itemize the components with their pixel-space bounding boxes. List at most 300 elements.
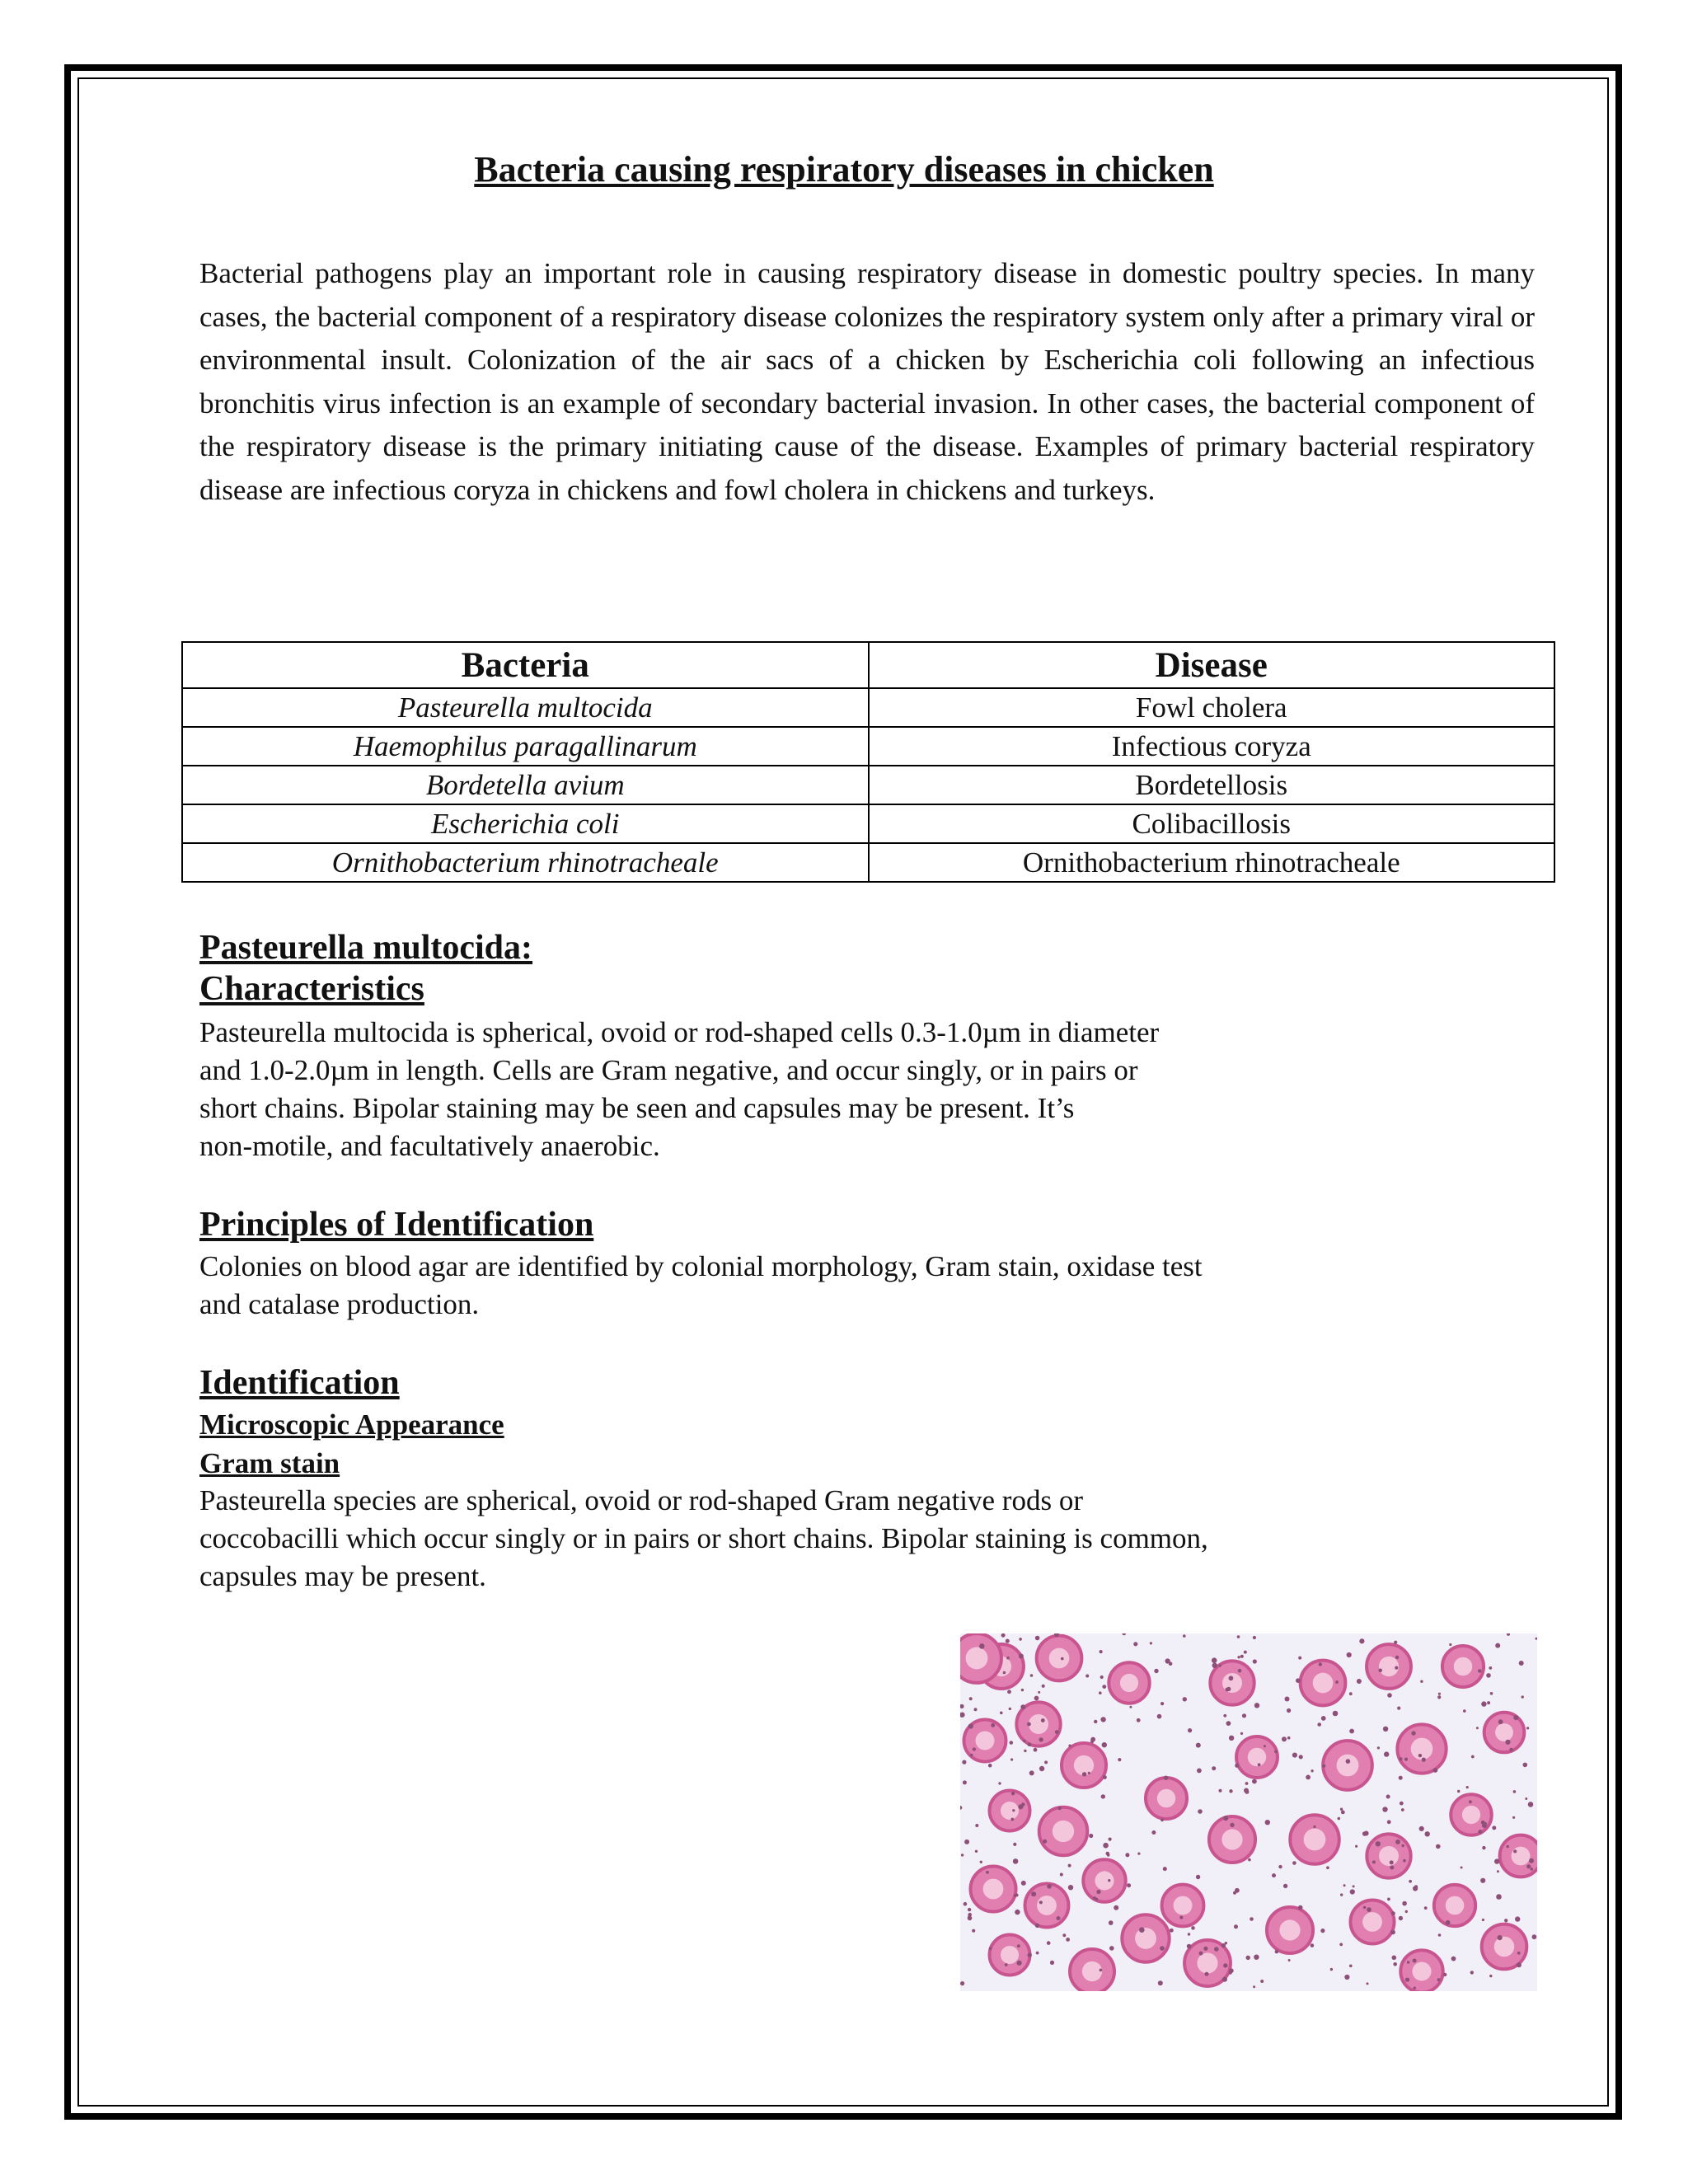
red-blood-cell <box>1146 1778 1187 1819</box>
section-heading-pasteurella: Pasteurella multocida: <box>199 929 533 967</box>
bacterium <box>1292 1753 1297 1758</box>
bacterium <box>1340 1893 1343 1896</box>
red-blood-cell <box>1290 1815 1339 1863</box>
bacterium <box>1292 1861 1296 1865</box>
bacterium <box>968 1916 973 1921</box>
intro-paragraph: Bacterial pathogens play an important role in causing respiratory disease in domestic poultry species. In many cases, the bacterial component of a respiratory disease colonizes the respiratory system only after a primary viral or environmental insult. Colonization of the air sacs of a chicken by Escherichia coli following an infectious bronchitis virus infection is an example of secondary bacterial invasion. In other cases, the bacterial component of the respiratory disease is the primary initiating cause of the disease. Examples of primary bacterial respiratory disease are infectious coryza in chickens and fowl cholera in chickens and turkeys. <box>199 257 1535 506</box>
bacterium <box>970 1754 973 1757</box>
principles-heading: Principles of Identification <box>199 1206 594 1244</box>
bacterium <box>1395 1840 1400 1844</box>
bacterium <box>1513 1790 1517 1793</box>
bacterium <box>1034 1748 1038 1752</box>
bacterium <box>1018 1804 1023 1809</box>
bacterium <box>1028 1953 1032 1957</box>
bacterium <box>1265 1820 1270 1825</box>
red-blood-cell <box>990 1935 1030 1975</box>
bacterium <box>1528 1802 1534 1807</box>
bacterium <box>1043 1840 1047 1844</box>
bacterium <box>1384 1751 1389 1756</box>
bacterium <box>1347 1652 1352 1657</box>
bacterium <box>1436 1844 1441 1849</box>
bacterium <box>1240 1655 1244 1658</box>
bacterium <box>1446 1920 1451 1925</box>
bacterium <box>1028 1743 1032 1747</box>
bacterium <box>1150 1642 1152 1644</box>
bacteria-cell: Escherichia coli <box>182 804 869 843</box>
red-blood-cell <box>1062 1743 1106 1788</box>
red-blood-cell <box>1122 1915 1169 1961</box>
bacterium <box>1258 1763 1261 1766</box>
gram-stain-paragraph <box>199 1482 1208 1596</box>
bacterium <box>1044 1760 1048 1764</box>
bacterium <box>975 1824 978 1827</box>
red-blood-cell <box>990 1791 1030 1831</box>
bacterium <box>1496 1894 1502 1900</box>
bacterium <box>960 1981 964 1985</box>
bacterium <box>1471 1755 1475 1759</box>
bacterium <box>1320 1929 1325 1933</box>
bacterium <box>1235 1764 1239 1768</box>
bacterium <box>1237 1635 1240 1638</box>
bacterium <box>1387 1820 1391 1824</box>
bacterium <box>1035 1636 1040 1641</box>
bacterium <box>1400 1802 1404 1806</box>
bacterium <box>1344 1975 1349 1980</box>
bacterium <box>1382 1807 1387 1811</box>
red-blood-cell <box>1109 1662 1149 1703</box>
bacterium <box>1519 1661 1524 1666</box>
bacterium <box>972 1929 975 1933</box>
text-line: short chains. Bipolar staining may be seen and capsules may be present. It’s <box>199 1092 1075 1124</box>
bacterium <box>1489 1666 1492 1670</box>
bacterium <box>1437 1695 1441 1699</box>
bacterium <box>998 1782 1001 1784</box>
bacterium <box>1250 1917 1254 1921</box>
red-blood-cell <box>1210 1661 1254 1704</box>
bacterium <box>1085 1675 1089 1678</box>
bacterium <box>1100 1675 1104 1679</box>
bacterium <box>1392 1956 1397 1961</box>
microscopic-appearance-heading: Microscopic Appearance <box>199 1408 504 1441</box>
bacterium <box>1013 1843 1016 1846</box>
text-line: Pasteurella species are spherical, ovoid or rod-shaped Gram negative rods or <box>199 1484 1083 1516</box>
bacterium <box>1061 1657 1064 1661</box>
bacterium <box>1513 1849 1517 1853</box>
bacterium <box>1137 1853 1140 1855</box>
bacterium <box>988 1764 992 1768</box>
red-blood-cell <box>1400 1950 1442 1991</box>
bacterium <box>1278 1865 1282 1868</box>
bacterium <box>1108 1879 1110 1882</box>
red-blood-cell <box>1434 1885 1475 1926</box>
bacterium <box>1512 1816 1515 1819</box>
bacterium <box>1376 1841 1381 1846</box>
bacterium <box>1457 1790 1460 1793</box>
bacterium <box>980 1861 982 1863</box>
bacterium <box>1003 1671 1006 1675</box>
bacterium <box>1497 1870 1499 1872</box>
micrograph-image <box>960 1633 1537 1991</box>
bacterium <box>1068 1864 1071 1868</box>
bacterium <box>1246 1956 1250 1960</box>
bacterium <box>1030 1674 1034 1677</box>
bacterium <box>1321 1716 1326 1721</box>
intro-section <box>199 252 1535 512</box>
bacterium <box>1029 1770 1034 1775</box>
gram-stain-micrograph <box>960 1633 1537 1991</box>
bacterium <box>1443 1973 1447 1976</box>
bacterium <box>1313 1825 1315 1828</box>
bacterium <box>1055 1730 1059 1734</box>
bacterium <box>1353 1885 1355 1887</box>
red-blood-cell <box>1301 1661 1346 1706</box>
bacterium <box>1401 1808 1404 1811</box>
red-blood-cell <box>1500 1835 1537 1877</box>
bacterium <box>1101 1794 1105 1798</box>
red-blood-cell <box>1162 1885 1204 1927</box>
disease-cell: Colibacillosis <box>869 804 1555 843</box>
bacterium <box>1000 1712 1003 1715</box>
bacterium <box>1393 1962 1397 1966</box>
bacterium <box>1529 1858 1534 1863</box>
bacterium <box>1478 1669 1481 1672</box>
bacterium <box>1199 1952 1203 1956</box>
red-blood-cell <box>960 1633 1001 1683</box>
bacteria-cell: Ornithobacterium rhinotracheale <box>182 843 869 882</box>
bacterium <box>1411 1731 1415 1735</box>
red-blood-cell <box>1350 1900 1394 1943</box>
bacterium <box>1461 1867 1463 1869</box>
bacterium <box>1212 1657 1217 1663</box>
bacterium <box>1420 1680 1423 1683</box>
bacterium <box>1419 1826 1424 1831</box>
bacterium <box>1252 1779 1257 1784</box>
red-blood-cell <box>1367 1644 1411 1689</box>
bacterium <box>1118 1758 1121 1761</box>
bacterium <box>1498 1935 1503 1940</box>
bacterium <box>989 1947 992 1950</box>
bacterium <box>1254 1703 1259 1708</box>
bacterium <box>1399 1776 1403 1780</box>
bacterium <box>1523 1763 1528 1768</box>
bacterium <box>1006 1639 1010 1643</box>
bacterium <box>1326 1866 1329 1869</box>
bacterium <box>1242 1713 1246 1718</box>
bacterium <box>1009 1708 1011 1710</box>
disease-cell: Fowl cholera <box>869 688 1555 727</box>
bacterium <box>1188 1728 1192 1732</box>
bacterium <box>1248 1858 1251 1862</box>
bacterium <box>1088 1772 1090 1774</box>
red-blood-cell <box>1442 1646 1484 1687</box>
text-line: coccobacilli which occur singly or in pairs or short chains. Bipolar staining is common, <box>199 1522 1208 1554</box>
bacterium <box>1481 1701 1486 1706</box>
bacterium <box>1039 1900 1043 1904</box>
header-bacteria: Bacteria <box>182 642 869 688</box>
bacterium <box>979 1643 985 1649</box>
bacterium <box>1513 1715 1518 1720</box>
bacterium <box>1102 1742 1107 1747</box>
bacterium <box>1409 1880 1412 1883</box>
bacterium <box>1390 1866 1394 1870</box>
bacterium <box>1103 1843 1109 1849</box>
bacterium <box>1288 1959 1291 1961</box>
bacterium <box>1424 1906 1428 1910</box>
bacterium <box>1357 1679 1362 1684</box>
bacterium <box>1107 1854 1110 1857</box>
bacterium <box>1299 1755 1303 1759</box>
bacterium <box>1179 1916 1183 1919</box>
bacterium <box>1363 1906 1366 1909</box>
red-blood-cell <box>1083 1859 1125 1901</box>
red-blood-cell <box>1039 1807 1088 1856</box>
bacterium <box>1229 1971 1232 1975</box>
bacterium <box>1100 1650 1103 1653</box>
bacterium <box>1226 1721 1231 1726</box>
bacterium <box>1260 1980 1264 1983</box>
red-blood-cell <box>970 1866 1015 1911</box>
bacterium <box>1400 1757 1403 1760</box>
bacterium <box>1333 1711 1339 1717</box>
bacterium <box>1006 1657 1010 1660</box>
bacterium <box>1100 1717 1105 1722</box>
bacterium <box>1479 1830 1483 1834</box>
bacterium <box>1219 1789 1222 1793</box>
bacterium <box>1223 1963 1227 1967</box>
bacteria-cell: Pasteurella multocida <box>182 688 869 727</box>
bacterium <box>1041 1718 1045 1722</box>
bacterium <box>1296 1678 1301 1683</box>
red-blood-cell <box>1397 1724 1446 1773</box>
red-blood-cell <box>1025 1884 1069 1928</box>
bacterium <box>1197 1769 1202 1774</box>
bacterium <box>1010 1741 1014 1745</box>
bacterium <box>1137 1718 1141 1722</box>
bacterium <box>1099 1691 1102 1694</box>
bacterium <box>1390 1930 1395 1935</box>
bacterium <box>1322 1765 1325 1768</box>
bacterium <box>1414 1987 1416 1990</box>
bacterium <box>1005 1963 1008 1966</box>
bacterium <box>1490 1692 1493 1695</box>
bacterium <box>1470 1971 1474 1974</box>
bacterium <box>1007 1690 1011 1694</box>
bacterium <box>1399 1916 1403 1920</box>
bacterium <box>1191 1926 1195 1930</box>
bacterium <box>1102 1685 1106 1689</box>
bacterium <box>1017 1961 1022 1966</box>
bacterium <box>1482 1919 1484 1921</box>
bacterium <box>1275 1950 1279 1954</box>
bacterium <box>1214 1947 1219 1952</box>
bacteria-disease-table <box>181 641 1555 883</box>
bacterium <box>1311 1943 1315 1947</box>
red-blood-cell <box>1037 1636 1082 1681</box>
bacterium <box>1437 1978 1441 1981</box>
bacterium <box>1466 1786 1469 1788</box>
bacterium <box>968 1908 971 1911</box>
bacterium <box>1391 1911 1395 1915</box>
bacterium <box>1203 1947 1207 1951</box>
bacterium <box>1486 1673 1491 1678</box>
bacterium <box>1383 1727 1388 1732</box>
bacterium <box>1480 1878 1485 1883</box>
bacterium <box>1274 1750 1278 1754</box>
bacterium <box>1188 1933 1190 1935</box>
characteristics-heading: Characteristics <box>199 970 424 1008</box>
bacterium <box>1253 1636 1256 1639</box>
bacterium <box>1492 1825 1496 1830</box>
bacterium <box>1050 1961 1054 1965</box>
bacterium <box>1395 1656 1399 1659</box>
bacterium <box>1526 1864 1531 1868</box>
bacterium <box>1219 1665 1221 1667</box>
bacterium <box>1531 1868 1534 1871</box>
bacterium <box>1198 1809 1203 1814</box>
bacterium <box>1395 1666 1398 1670</box>
bacterium <box>1039 1737 1043 1741</box>
bacterium <box>1482 1846 1485 1849</box>
bacterium <box>1031 1891 1036 1896</box>
bacteria-cell: Haemophilus paragallinarum <box>182 727 869 766</box>
bacterium <box>1129 1706 1132 1708</box>
bacterium <box>1133 1642 1137 1646</box>
bacterium <box>1183 1634 1186 1638</box>
bacterium <box>1013 1858 1019 1864</box>
bacterium <box>1090 1740 1094 1743</box>
bacterium <box>1413 1886 1418 1891</box>
bacterium <box>1100 1969 1103 1972</box>
bacterium <box>1346 1759 1351 1764</box>
bacterium <box>1127 1883 1131 1887</box>
disease-cell: Infectious coryza <box>869 727 1555 766</box>
bacterium <box>1245 1782 1249 1785</box>
bacterium <box>1433 1768 1438 1773</box>
bacterium <box>1264 1745 1266 1747</box>
bacterium <box>1338 1817 1341 1821</box>
red-blood-cell <box>1367 1834 1410 1877</box>
bacterium <box>1349 1729 1354 1734</box>
bacterium <box>1402 1901 1407 1906</box>
bacterium <box>1170 1929 1174 1933</box>
bacterium <box>1319 1662 1322 1666</box>
bacterium <box>1498 1719 1503 1724</box>
bacterium <box>968 1723 973 1728</box>
table-row <box>182 804 1554 843</box>
bacterium <box>991 1723 995 1727</box>
bacterium <box>1504 1919 1507 1922</box>
bacterium <box>1425 1831 1430 1836</box>
bacterium <box>1039 1766 1044 1771</box>
bacterium <box>1449 1643 1451 1646</box>
bacterium <box>1089 1834 1093 1838</box>
bacterium <box>1094 1720 1097 1723</box>
bacterium <box>1367 1982 1369 1985</box>
text-line: capsules may be present. <box>199 1560 486 1592</box>
bacterium <box>1015 1894 1019 1897</box>
bacterium <box>1349 1692 1353 1695</box>
bacterium <box>1057 1916 1061 1920</box>
bacterium <box>1234 1924 1238 1929</box>
bacterium <box>1212 1663 1218 1669</box>
table-header-row <box>182 642 1554 688</box>
bacterium <box>1225 1942 1227 1944</box>
table-row <box>182 688 1554 727</box>
disease-cell: Bordetellosis <box>869 766 1555 804</box>
bacterium <box>1244 1651 1247 1654</box>
bacterium <box>1103 1775 1107 1779</box>
bacterium <box>1010 1758 1013 1760</box>
text-line: and 1.0-2.0µm in length. Cells are Gram negative, and occur singly, or in pairs or <box>199 1054 1138 1086</box>
bacterium <box>1339 1943 1343 1947</box>
red-blood-cell <box>1323 1741 1372 1790</box>
bacterium <box>1367 1907 1372 1912</box>
bacterium <box>1082 1772 1086 1776</box>
bacterium <box>962 1760 966 1765</box>
bacterium <box>1377 1746 1380 1749</box>
bacterium <box>1283 1884 1287 1888</box>
bacterium <box>1494 1858 1499 1863</box>
bacterium <box>1012 1809 1015 1811</box>
bacterium <box>1229 1789 1232 1793</box>
text-line: non-motile, and facultatively anaerobic. <box>199 1130 660 1162</box>
bacterium <box>1298 1657 1301 1660</box>
bacterium <box>1476 1727 1479 1729</box>
bacterium <box>1390 1860 1394 1864</box>
bacterium <box>1245 1790 1249 1794</box>
bacterium <box>1229 1675 1234 1680</box>
bacterium <box>1163 1867 1167 1871</box>
bacterium <box>1335 1680 1339 1684</box>
header-disease: Disease <box>869 642 1555 688</box>
bacterium <box>1254 1955 1259 1960</box>
table-row <box>182 766 1554 804</box>
bacterium <box>1093 1896 1096 1900</box>
bacterium <box>1020 1704 1025 1709</box>
bacterium <box>1038 1691 1040 1694</box>
bacterium <box>1212 1766 1216 1770</box>
bacterium <box>1068 1745 1071 1747</box>
bacterium <box>1403 1859 1406 1863</box>
bacterium <box>1418 1754 1422 1757</box>
bacterium <box>1230 1823 1234 1827</box>
bacterium <box>1196 1875 1200 1879</box>
bacterium <box>1238 1669 1242 1673</box>
principles-paragraph <box>199 1248 1203 1324</box>
bacterium <box>1397 1707 1400 1710</box>
bacterium <box>1330 1968 1333 1971</box>
bacterium <box>1495 1643 1500 1648</box>
bacterium <box>1438 1933 1442 1937</box>
bacterium <box>1405 1910 1408 1913</box>
gram-stain-heading: Gram stain <box>199 1447 340 1479</box>
bacterium <box>1505 1740 1510 1745</box>
bacterium <box>1010 1818 1014 1821</box>
bacterium <box>1517 1952 1521 1955</box>
bacterium <box>1402 1844 1404 1847</box>
bacterium <box>1023 1740 1025 1742</box>
bacterium <box>1019 1654 1024 1659</box>
bacterium <box>1311 1769 1313 1772</box>
red-blood-cell <box>1451 1794 1491 1835</box>
bacterium <box>1387 1693 1392 1698</box>
bacterium <box>1451 1957 1456 1961</box>
bacterium <box>1386 1795 1390 1799</box>
bacterium <box>1463 1709 1466 1713</box>
bacterium <box>1223 1714 1226 1718</box>
bacterium <box>1021 1689 1024 1691</box>
bacterium <box>1306 1775 1311 1780</box>
